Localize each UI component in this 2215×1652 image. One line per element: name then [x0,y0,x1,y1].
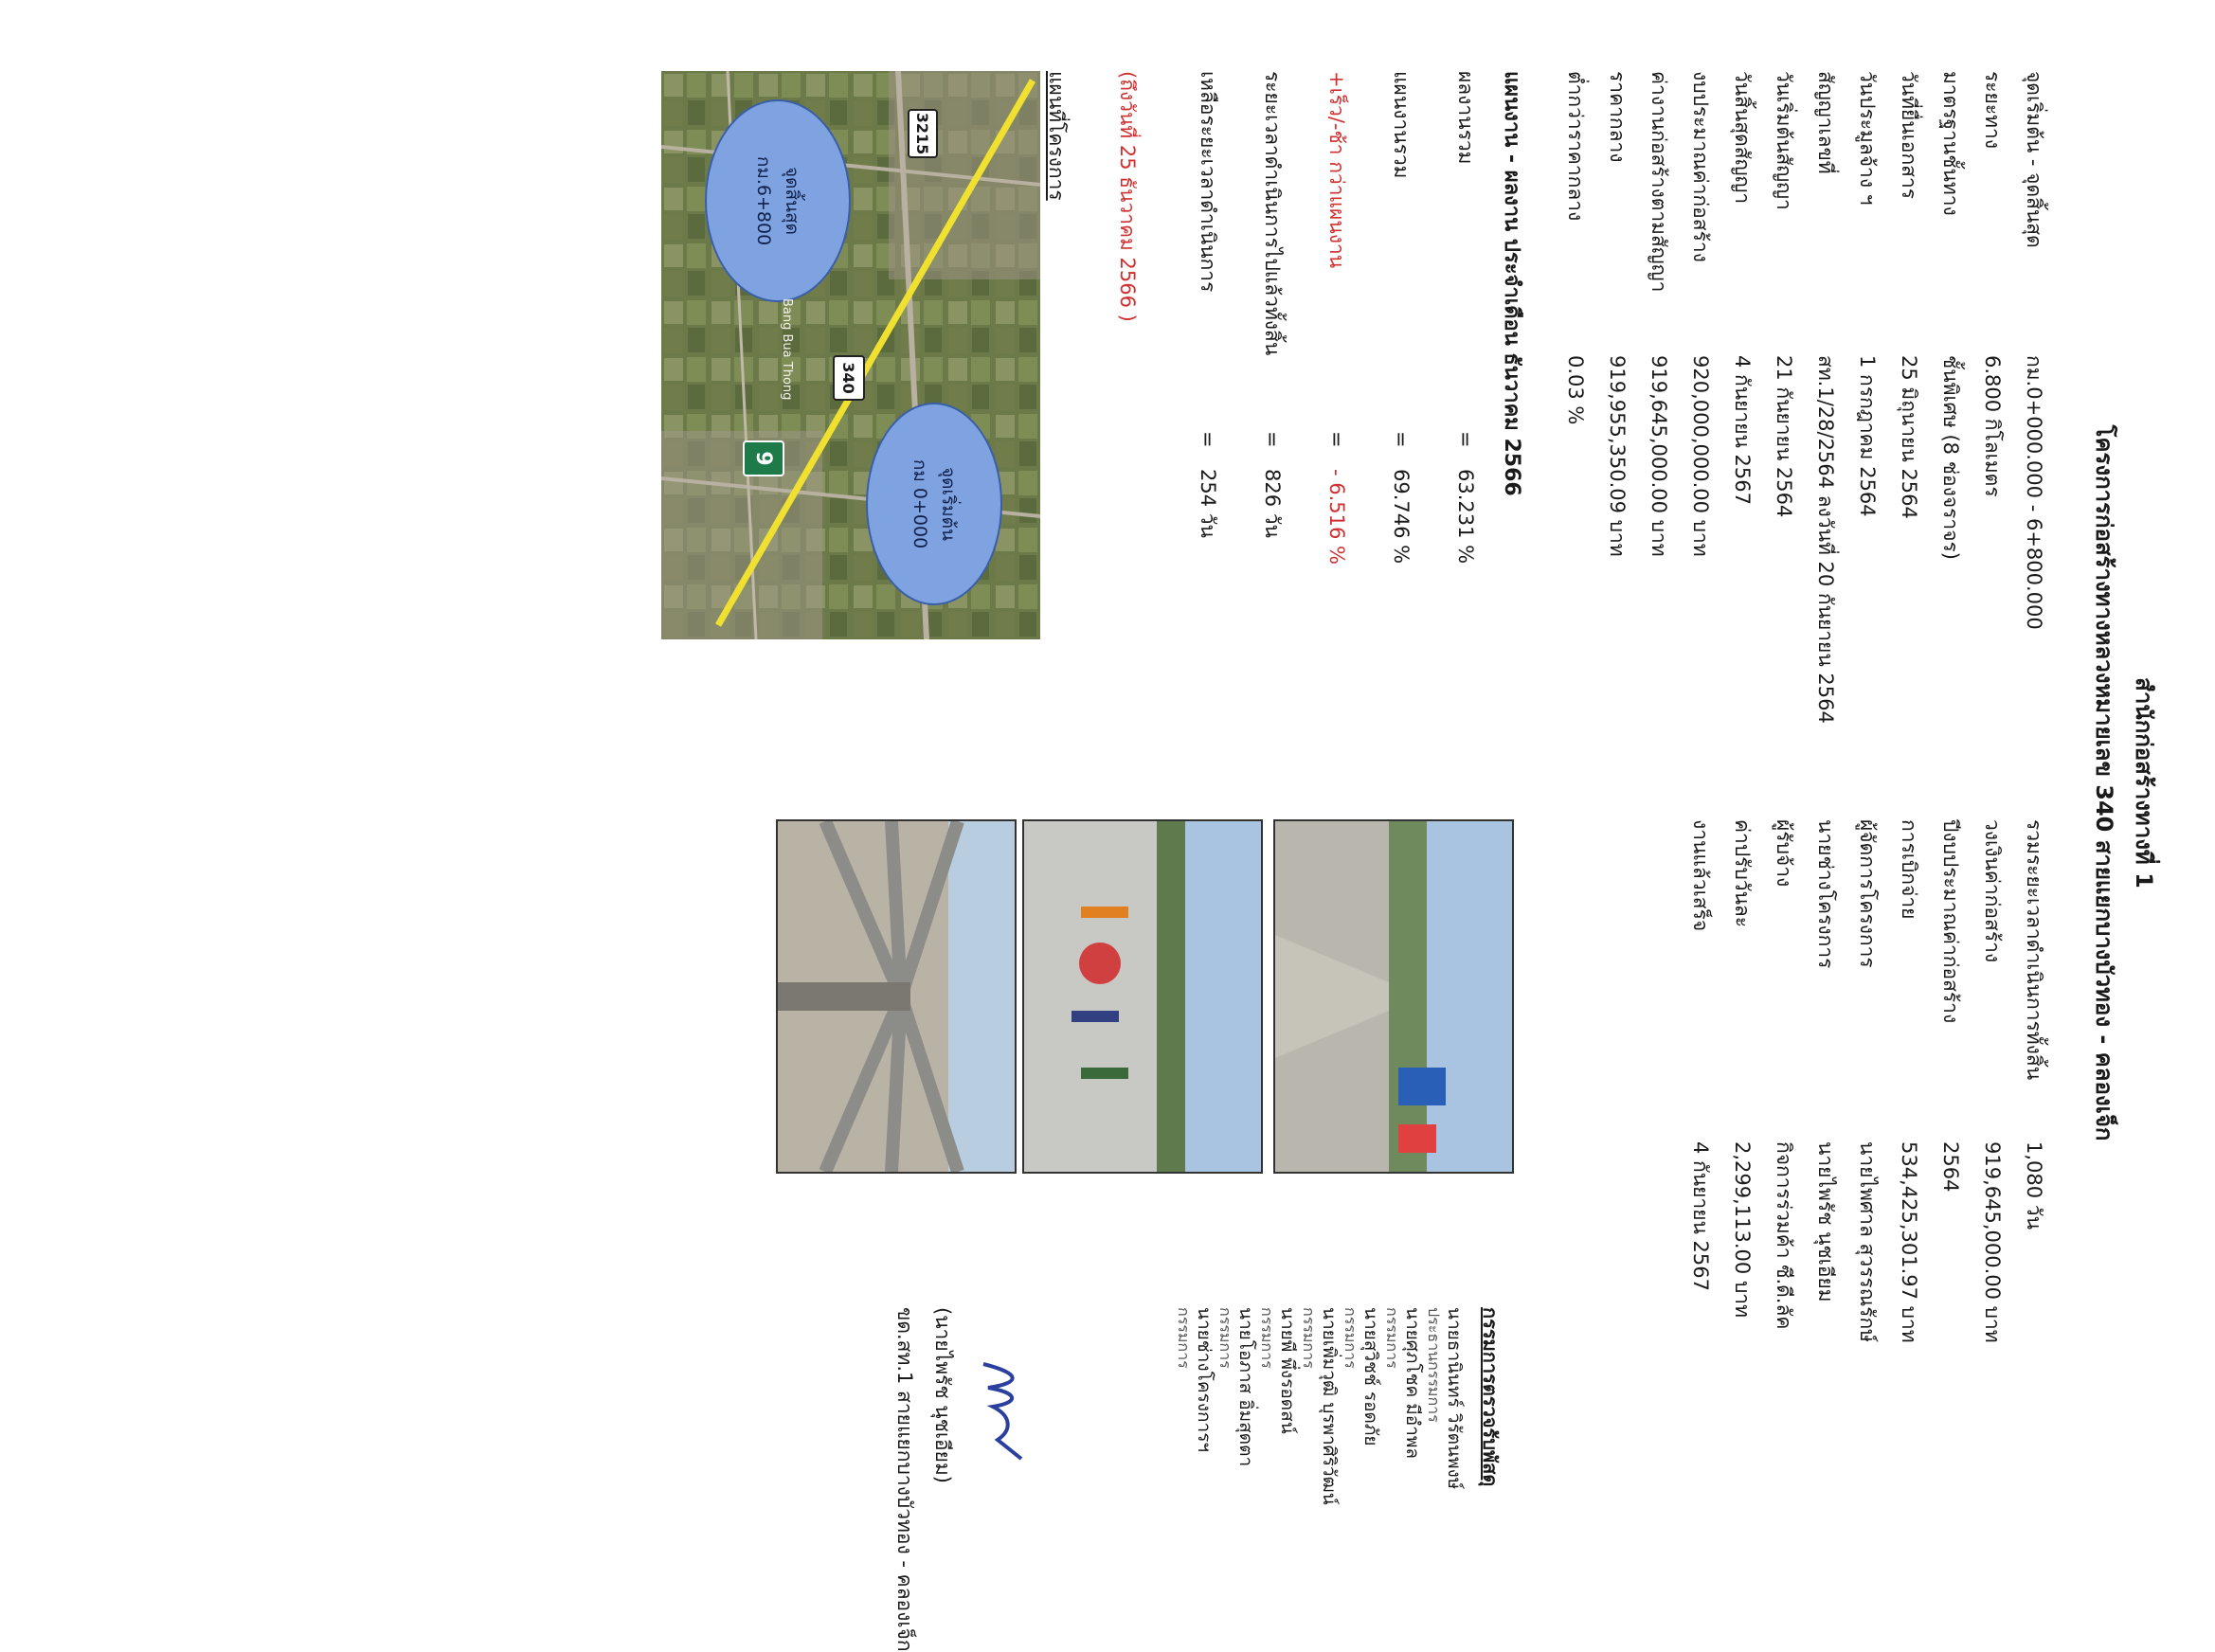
info-label: มาตรฐานชั้นทาง [1939,71,1962,216]
info-value: 534,425,301.97 บาท [1898,1141,1920,1343]
info-value: 920,000,000.00 บาท [1689,355,1712,557]
committee-member-role: กรรมการ [1258,1307,1276,1369]
progress-value: 63.231 % [1454,469,1477,565]
committee-member-role: กรรมการ [1342,1307,1360,1369]
info-value: 919,955,350.09 บาท [1606,355,1629,557]
info-label: วันที่ยื่นเอกสาร [1898,71,1920,200]
info-label: งานแล้วเสร็จ [1689,819,1712,932]
info-label: ผู้จัดการโครงการ [1856,819,1879,968]
info-value: 1,080 วัน [2023,1141,2045,1230]
info-label: งบประมาณค่าก่อสร้าง [1689,71,1712,262]
info-value: 21 กันยายน 2564 [1773,355,1795,518]
info-value: 4 กันยายน 2567 [1731,355,1754,505]
committee-member-name: นายธานินทร์ วิรัตนพงษ์ [1444,1307,1465,1490]
start-point-label: จุดเริ่มต้น [938,466,959,542]
progress-date-note: (ถึงวันที่ 25 ธันวาคม 2566 ) [1116,71,1139,322]
site-photo-1 [1273,819,1514,1174]
progress-equals: = [1390,431,1413,448]
progress-value: 69.746 % [1390,469,1413,565]
progress-value: - 6.516 % [1325,469,1348,566]
map-place-label: Bang Bua Thong [780,298,794,401]
info-value: นายไพศาล สุวรรณรักษ์ [1856,1141,1879,1343]
committee-member-name: นายศุภโชค มีอำพล [1402,1307,1423,1459]
project-title: โครงการก่อสร้างทางหลวงหมายเลข 340 สายแยกบางบัวทอง - คลองเจ็ก [2091,424,2117,1141]
start-point-bubble [866,403,1002,605]
progress-title: แผนงาน - ผลงาน ประจำเดือน ธันวาคม 2566 [1500,71,1523,496]
info-label: ปีงบประมาณค่าก่อสร้าง [1939,819,1962,1024]
committee-member-name: นายพี พึ่งรอดสน์ [1277,1307,1298,1434]
progress-value: 254 วัน [1197,469,1219,538]
info-value: 2,299,113.00 บาท [1731,1141,1754,1318]
info-value: 6.800 กิโลเมตร [1981,355,2004,497]
info-label: วันเริ่มต้นสัญญา [1773,71,1795,210]
info-label: สัญญาเลขที่ [1814,71,1837,174]
progress-equals: = [1454,431,1477,448]
project-map [661,71,1040,639]
end-point-bubble [705,99,851,302]
route-340-shield-icon: 340 [833,355,865,401]
info-value: กม.0+000.000 - 6+800.000 [2023,355,2045,630]
committee-member-role: กรรมการ [1383,1307,1401,1369]
info-value: ชั้นพิเศษ (8 ช่องจราจร) [1939,355,1962,560]
progress-value: 826 วัน [1261,469,1284,538]
info-label: ค่างานก่อสร้างตามสัญญา [1648,71,1670,293]
committee-member-role: กรรมการ [1216,1307,1234,1369]
signature-mark [964,1345,1040,1478]
committee-member-name: นายช่างโครงการฯ [1194,1307,1215,1453]
info-label: ระยะทาง [1981,71,2004,150]
committee-member-role: กรรมการ [1175,1307,1193,1369]
site-photo-2 [1022,819,1263,1174]
route-3215-shield-icon: 3215 [908,109,938,158]
committee-member-name: นายโอภาส อิ่มสุดตา [1235,1307,1256,1467]
info-label: ราคากลาง [1606,71,1629,163]
site-photo-3 [776,819,1017,1174]
road-photo [1275,821,1512,1172]
info-label: รวมระยะเวลาดำเนินการทั้งสิ้น [2023,819,2045,1081]
progress-label: +เร็ว/-ช้า กว่าแผนงาน [1325,71,1348,269]
progress-equals: = [1325,431,1348,448]
info-value: นายไพรัช นุชเอียม [1814,1141,1837,1302]
committee-title: กรรมการตรวจรับพัสดุ [1479,1307,1502,1487]
info-label: วงเงินค่าก่อสร้าง [1981,819,2004,963]
signer-position: ขด.สท.1 สายแยกบางบัวทอง - คลองเจ็ก [893,1307,916,1652]
info-value: 2564 [1939,1141,1962,1193]
info-value: 1 กรกฎาคม 2564 [1856,355,1879,517]
info-label: ต่ำกว่าราคากลาง [1564,71,1587,222]
info-label: วันสิ้นสุดสัญญา [1731,71,1754,205]
end-point-km: กม.6+800 [753,155,774,246]
info-value: สท.1/28/2564 ลงวันที่ 20 กันยายน 2564 [1814,355,1837,724]
info-value: 0.03 % [1564,355,1587,425]
route-9-shield-icon: 9 [743,440,784,476]
committee-member-name: นายสุวิชช์ รอดภัย [1360,1307,1381,1446]
committee-member-role: กรรมการ [1300,1307,1318,1369]
info-value: กิจการร่วมค้า ซี.ดี.ลัค [1773,1141,1795,1330]
progress-equals: = [1197,431,1219,448]
info-label: ค่าปรับวันละ [1731,819,1754,928]
bridge-beams-photo [778,821,1015,1172]
info-label: วันประมูลจ้าง ฯ [1856,71,1879,206]
map-caption: แผนที่โครงการ [1045,71,1068,201]
info-value: 919,645,000.00 บาท [1981,1141,2004,1343]
info-label: จุดเริ่มต้น - จุดสิ้นสุด [2023,71,2045,248]
progress-label: ระยะเวลาดำเนินการไปแล้วทั้งสิ้น [1261,71,1284,356]
committee-member-role: ประธานกรรมการ [1425,1307,1443,1423]
committee-member-name: นายเพิ่มวุฒิ บุรพาศิริวัฒน์ [1319,1307,1340,1505]
office-title: สำนักก่อสร้างทางที่ 1 [2131,677,2157,889]
end-point-label: จุดสิ้นสุด [782,167,802,235]
progress-label: เหลือระยะเวลาดำเนินการ [1197,71,1219,293]
progress-label: แผนงานรวม [1390,71,1413,179]
start-point-km: กม 0+000 [909,458,930,549]
info-label: การเบิกจ่าย [1898,819,1920,920]
progress-equals: = [1261,431,1284,448]
workers-photo [1024,821,1261,1172]
info-value: 4 กันยายน 2567 [1689,1141,1712,1291]
info-value: 919,645,000.00 บาท [1648,355,1670,557]
info-label: นายช่างโครงการ [1814,819,1837,969]
signer-name: (นายไพรัช นุชเอียม) [931,1307,954,1483]
progress-label: ผลงานรวม [1454,71,1477,165]
info-value: 25 มิถุนายน 2564 [1898,355,1920,519]
info-label: ผู้รับจ้าง [1773,819,1795,888]
